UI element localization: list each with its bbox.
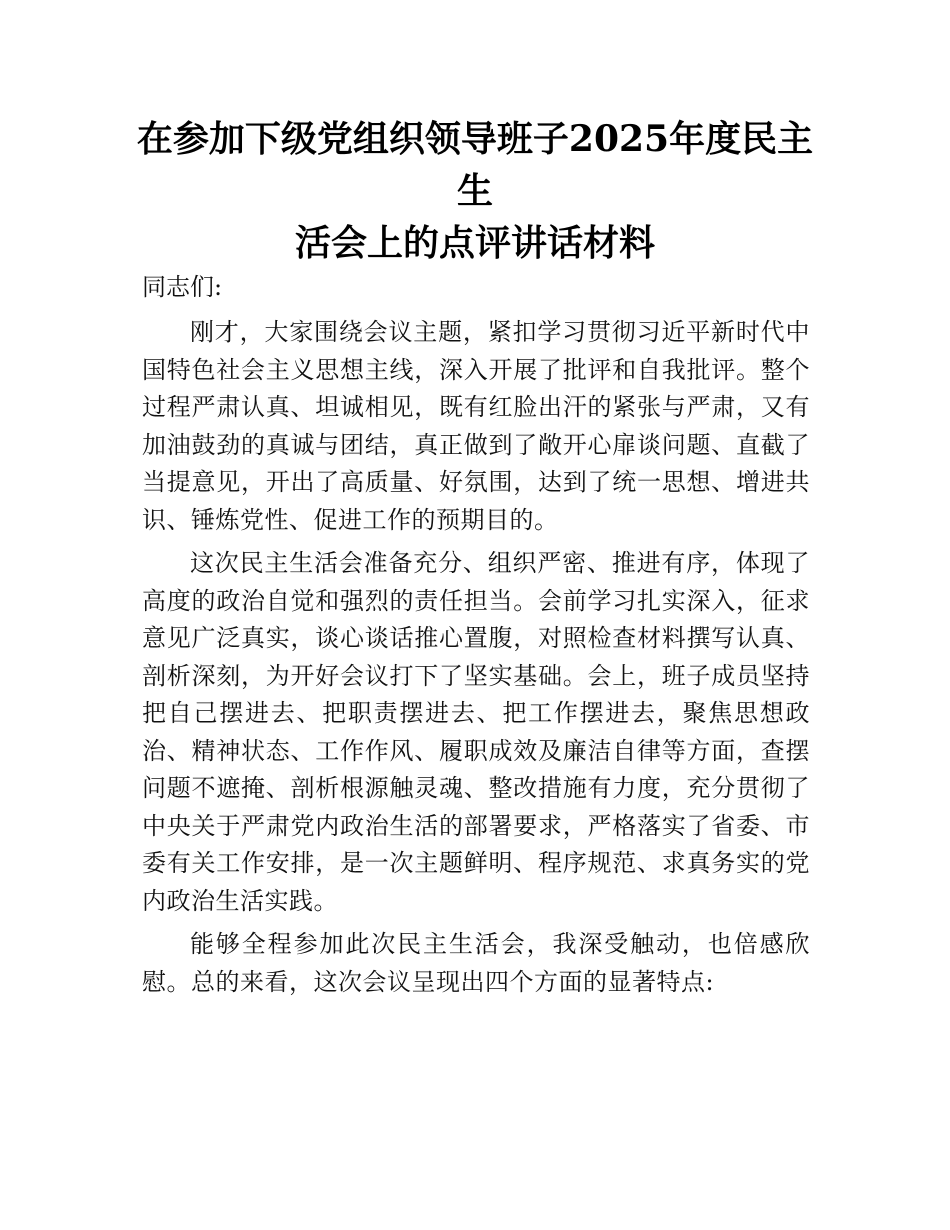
paragraph-1: 刚才，大家围绕会议主题，紧扣学习贯彻习近平新时代中国特色社会主义思想主线，深入开展了批评和自我批评。整个过程严肃认真、坦诚相见，既有红脸出汗的紧张与严肃，又有加油鼓劲的真诚与团结，真正做到了敞开心扉谈问题、直截了当提意见，开出了高质量、好氛围，达到了统一思想、增进共识、锤炼党性、促进工作的预期目的。 <box>142 318 810 534</box>
salutation: 同志们: <box>142 273 223 301</box>
document-title-line-1: 在参加下级党组织领导班子2025年度民主生 <box>136 118 814 212</box>
paragraph-2: 这次民主生活会准备充分、组织严密、推进有序，体现了高度的政治自觉和强烈的责任担当。会前学习扎实深入，征求意见广泛真实，谈心谈话推心置腹，对照检查材料撰写认真、剖析深刻，为开好会议打下了坚实基础。会上，班子成员坚持把自己摆进去、把职责摆进去、把工作摆进去，聚焦思想政治、精神状态、工作作风、履职成效及廉洁自律等方面，查摆问题不遮掩、剖析根源触灵魂、整改措施有力度，充分贯彻了中央关于严肃党内政治生活的部署要求，严格落实了省委、市委有关工作安排，是一次主题鲜明、程序规范、求真务实的党内政治生活实践。 <box>142 549 810 915</box>
document-body <box>142 268 810 1007</box>
paragraph-3: 能够全程参加此次民主生活会，我深受触动，也倍感欣慰。总的来看，这次会议呈现出四个方面的显著特点: <box>142 930 810 996</box>
document-title <box>120 113 830 269</box>
document-title-line-2: 活会上的点评讲话材料 <box>294 222 655 264</box>
